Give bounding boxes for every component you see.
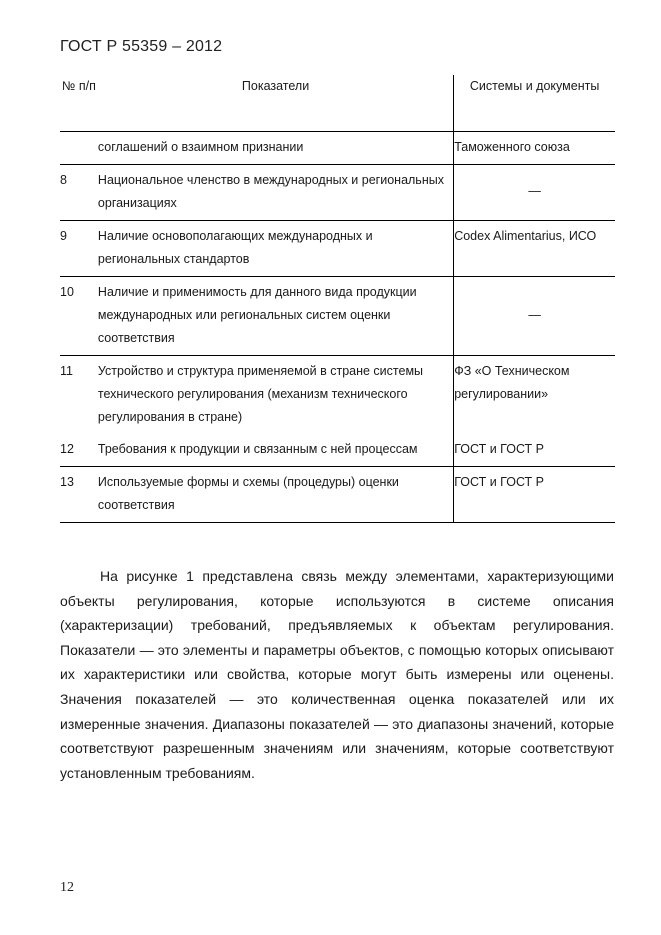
row-systems: Codex Alimentarius, ИСО bbox=[454, 228, 597, 243]
row-indicator: Наличие основополагающих международных и региональных стандартов bbox=[97, 228, 373, 266]
header-systems: Системы и документы bbox=[454, 75, 615, 131]
document-code: ГОСТ Р 55359 – 2012 bbox=[60, 38, 223, 55]
table-row bbox=[60, 355, 615, 434]
row-num: 11 bbox=[60, 363, 73, 378]
row-num: 9 bbox=[60, 228, 67, 243]
row-num bbox=[60, 132, 98, 141]
table-header-row bbox=[60, 75, 615, 131]
row-systems: ГОСТ и ГОСТ Р bbox=[454, 441, 545, 456]
body-paragraph: На рисунке 1 представлена связь между элементами, характеризующими объекты регулирования, которые используются в системе описания (характеризации) требований, предъявляемых к объектам регулирования. Показатели — это элементы и параметры объектов, с помощью которых описывают их характеристики или свойства, которые могут быть измерены или оценены. Значения показателей — это количественная оценка показателей или их измеренные значения. Диапазоны показателей — это диапазоны значений, которые соответствуют разрешенным значениям или значениям, которые соответствуют установленным требованиям. bbox=[60, 568, 614, 781]
row-systems: ФЗ «О Техническом регулировании» bbox=[454, 363, 570, 401]
row-indicator: Наличие и применимость для данного вида продукции международных или региональных систем оценки соответствия bbox=[97, 284, 417, 345]
table-row bbox=[60, 220, 615, 276]
table-row bbox=[60, 276, 615, 355]
row-systems: Таможенного союза bbox=[454, 139, 570, 154]
row-indicator: Требования к продукции и связанным с ней процессам bbox=[97, 441, 418, 456]
row-indicator: Устройство и структура применяемой в стране системы технического регулирования (механизм технического регулирования в стране) bbox=[97, 363, 424, 424]
row-systems: ГОСТ и ГОСТ Р bbox=[454, 474, 545, 489]
row-num: 8 bbox=[60, 172, 67, 187]
table-row bbox=[60, 131, 615, 164]
page-number: 12 bbox=[60, 880, 74, 895]
table-row bbox=[60, 164, 615, 220]
indicators-table bbox=[60, 75, 615, 523]
header-indicator: Показатели bbox=[98, 75, 454, 131]
table-row bbox=[60, 434, 615, 467]
row-systems: — bbox=[528, 184, 541, 198]
row-indicator: Национальное членство в международных и региональных организациях bbox=[97, 172, 444, 210]
row-systems: — bbox=[528, 307, 541, 322]
row-indicator: соглашений о взаимном признании bbox=[97, 139, 304, 154]
row-num: 10 bbox=[60, 284, 74, 299]
row-num: 13 bbox=[60, 474, 74, 489]
row-num: 12 bbox=[60, 441, 74, 456]
header-num: № п/п bbox=[60, 75, 98, 131]
row-indicator: Используемые формы и схемы (процедуры) оценки соответствия bbox=[97, 474, 399, 512]
table-row bbox=[60, 466, 615, 522]
